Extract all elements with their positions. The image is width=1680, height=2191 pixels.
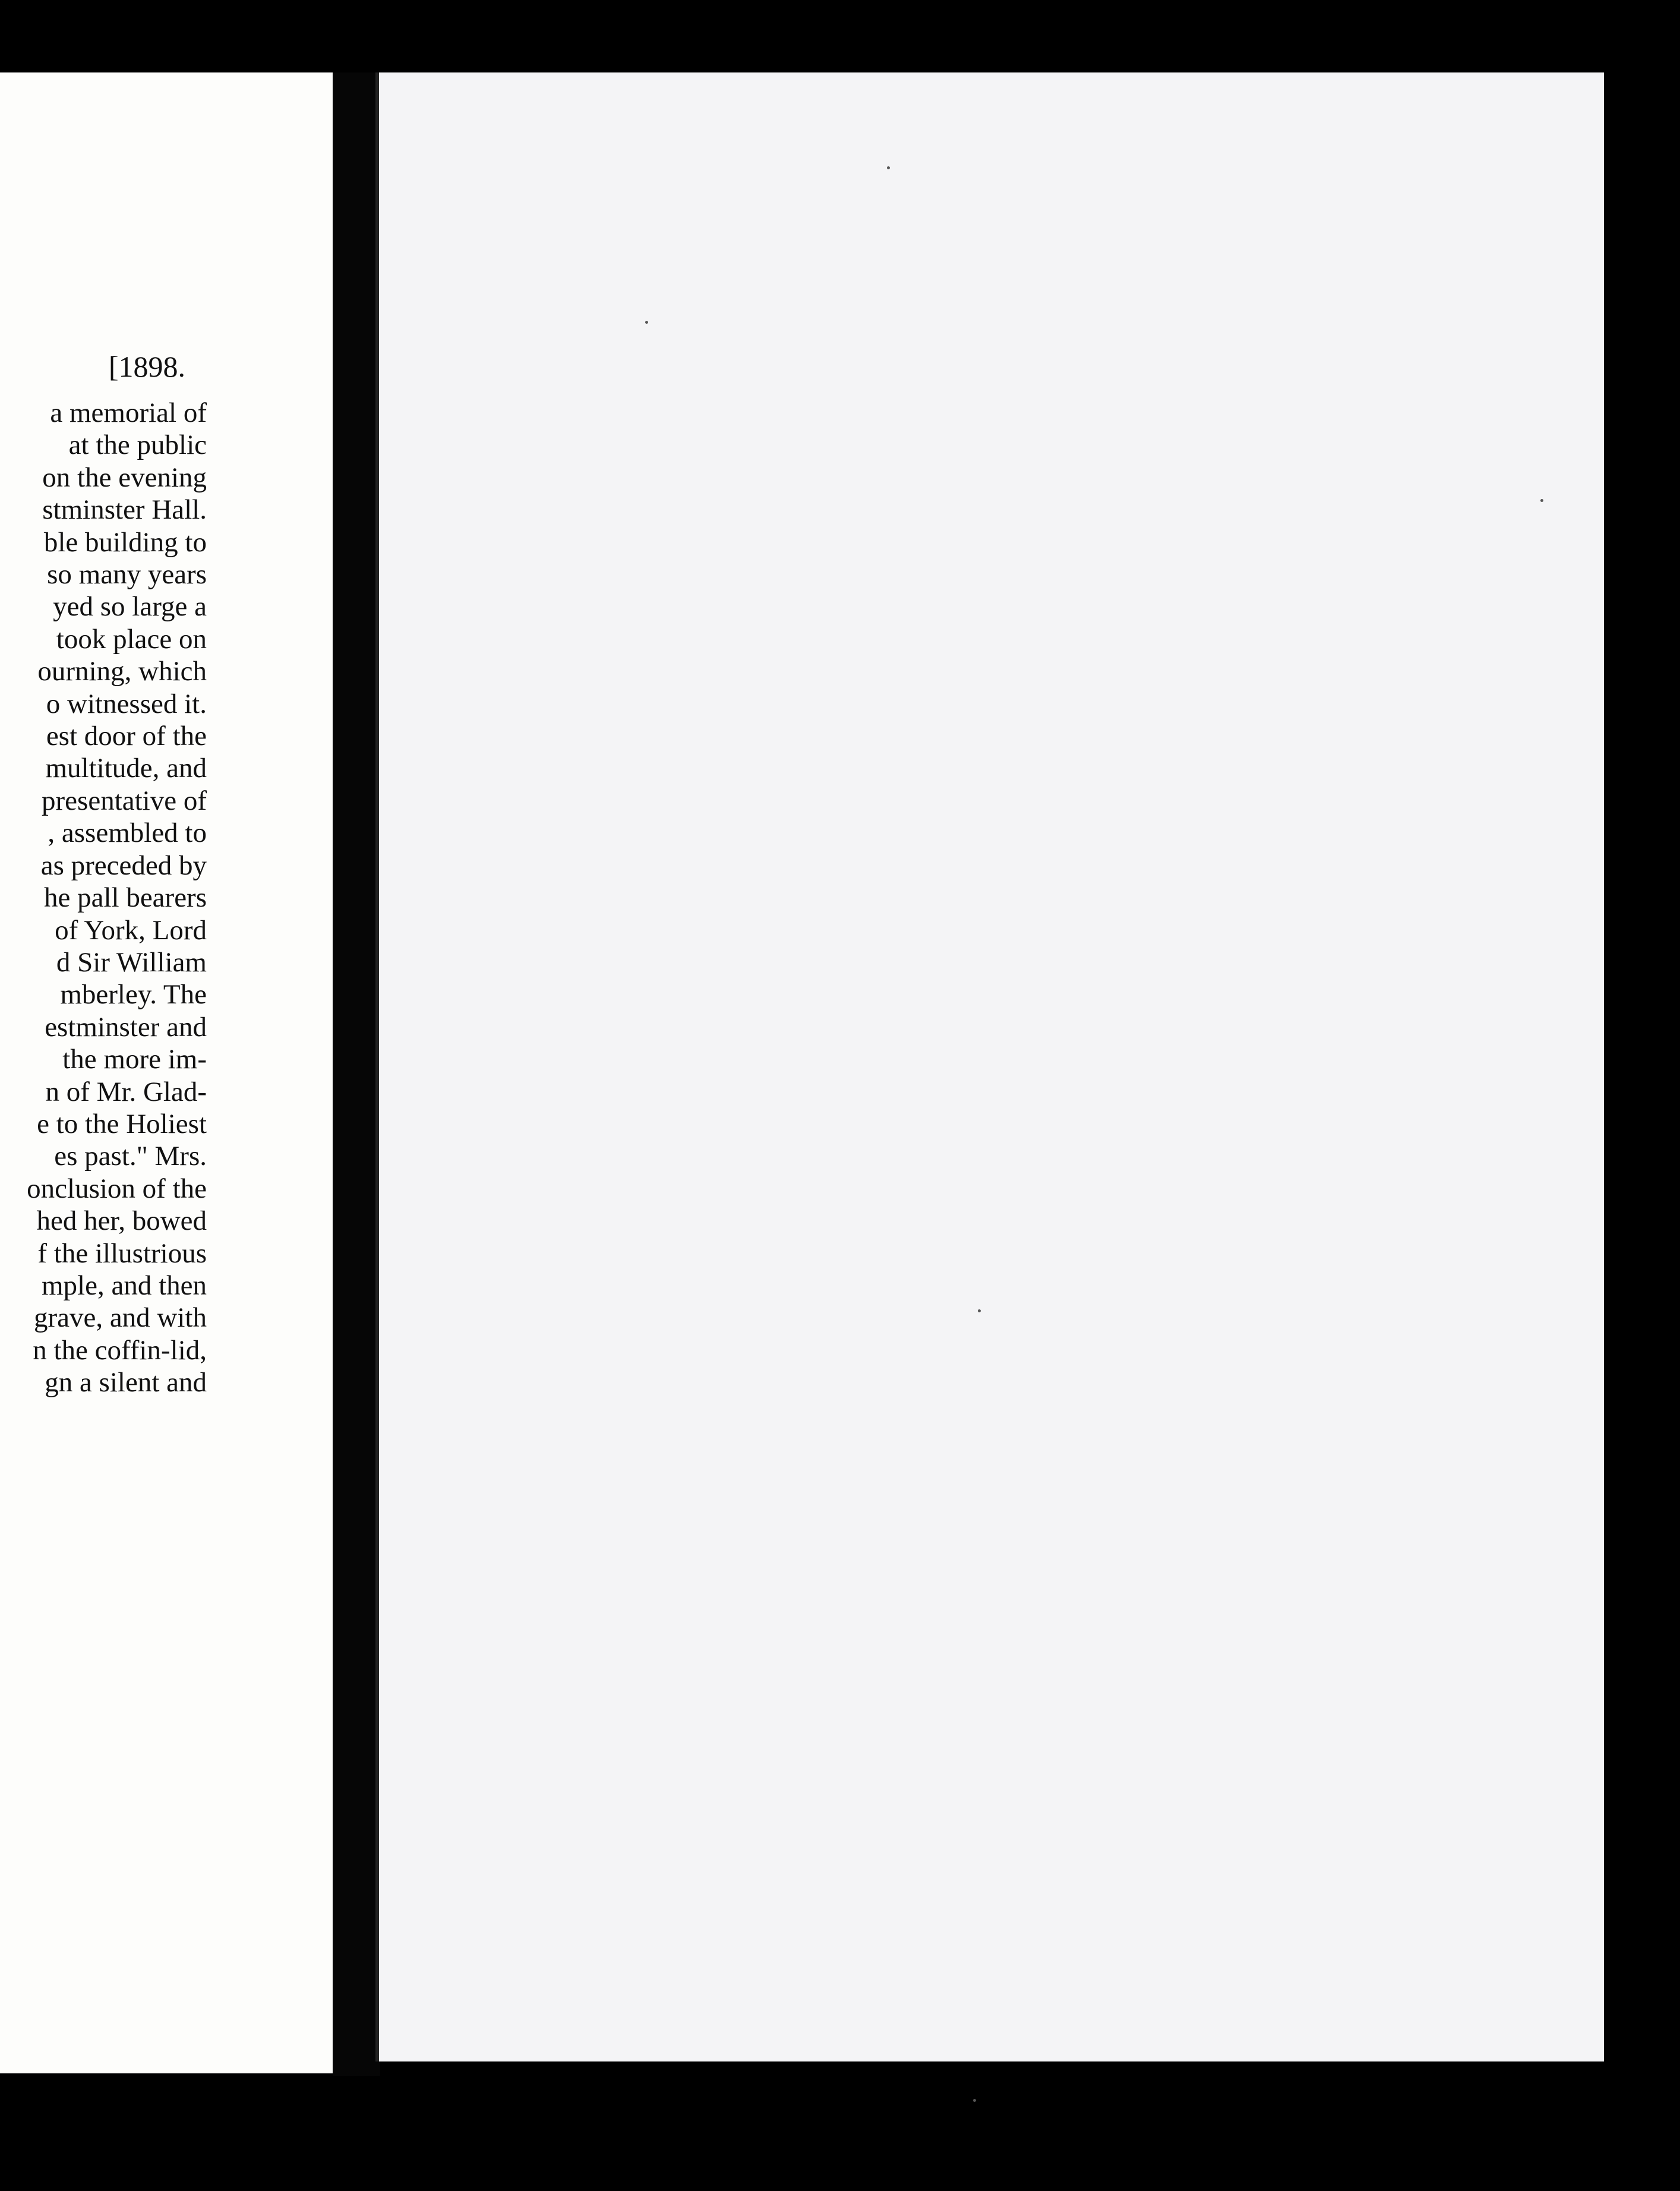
- text-line: estminster and: [45, 1011, 207, 1043]
- text-line: est door of the: [46, 721, 207, 752]
- text-line: at the public: [68, 430, 207, 461]
- text-line: the more im-: [62, 1044, 207, 1075]
- paper-speck: [887, 166, 890, 169]
- text-line: f the illustrious: [37, 1237, 207, 1269]
- body-text: [0, 397, 207, 1399]
- text-line: multitude, and: [45, 753, 207, 784]
- book-gutter: [333, 72, 380, 2076]
- text-line: as preceded by: [40, 850, 207, 881]
- paper-speck: [1540, 499, 1543, 502]
- paper-speck: [973, 2099, 976, 2102]
- text-line: stminster Hall.: [42, 494, 207, 526]
- left-page: [0, 72, 333, 2073]
- text-line: mple, and then: [41, 1270, 207, 1301]
- text-line: n the coffin-lid,: [33, 1334, 207, 1366]
- text-line: gn a silent and: [45, 1367, 207, 1398]
- right-page-blank: [375, 72, 1604, 2061]
- text-line: presentative of: [42, 785, 207, 816]
- text-line: a memorial of: [50, 397, 207, 428]
- text-line: on the evening: [42, 462, 207, 493]
- text-line: ble building to: [43, 526, 207, 558]
- text-line: yed so large a: [53, 591, 207, 623]
- text-line: onclusion of the: [27, 1173, 207, 1204]
- text-line: , assembled to: [48, 817, 207, 849]
- paper-speck: [645, 321, 648, 324]
- text-line: took place on: [56, 623, 207, 655]
- text-line: grave, and with: [33, 1302, 207, 1334]
- text-line: d Sir William: [56, 946, 207, 978]
- text-line: of York, Lord: [55, 914, 207, 946]
- text-line: hed her, bowed: [36, 1205, 207, 1237]
- text-line: n of Mr. Glad-: [45, 1076, 207, 1107]
- text-line: o witnessed it.: [46, 688, 207, 719]
- paper-speck: [978, 1309, 981, 1312]
- text-line: e to the Holiest: [37, 1108, 207, 1139]
- text-line: he pall bearers: [43, 882, 207, 914]
- text-line: so many years: [47, 559, 207, 591]
- text-line: ourning, which: [37, 656, 207, 687]
- page-header-year: [1898.: [108, 350, 185, 383]
- text-line: mberley. The: [60, 979, 207, 1011]
- text-line: es past." Mrs.: [54, 1141, 207, 1172]
